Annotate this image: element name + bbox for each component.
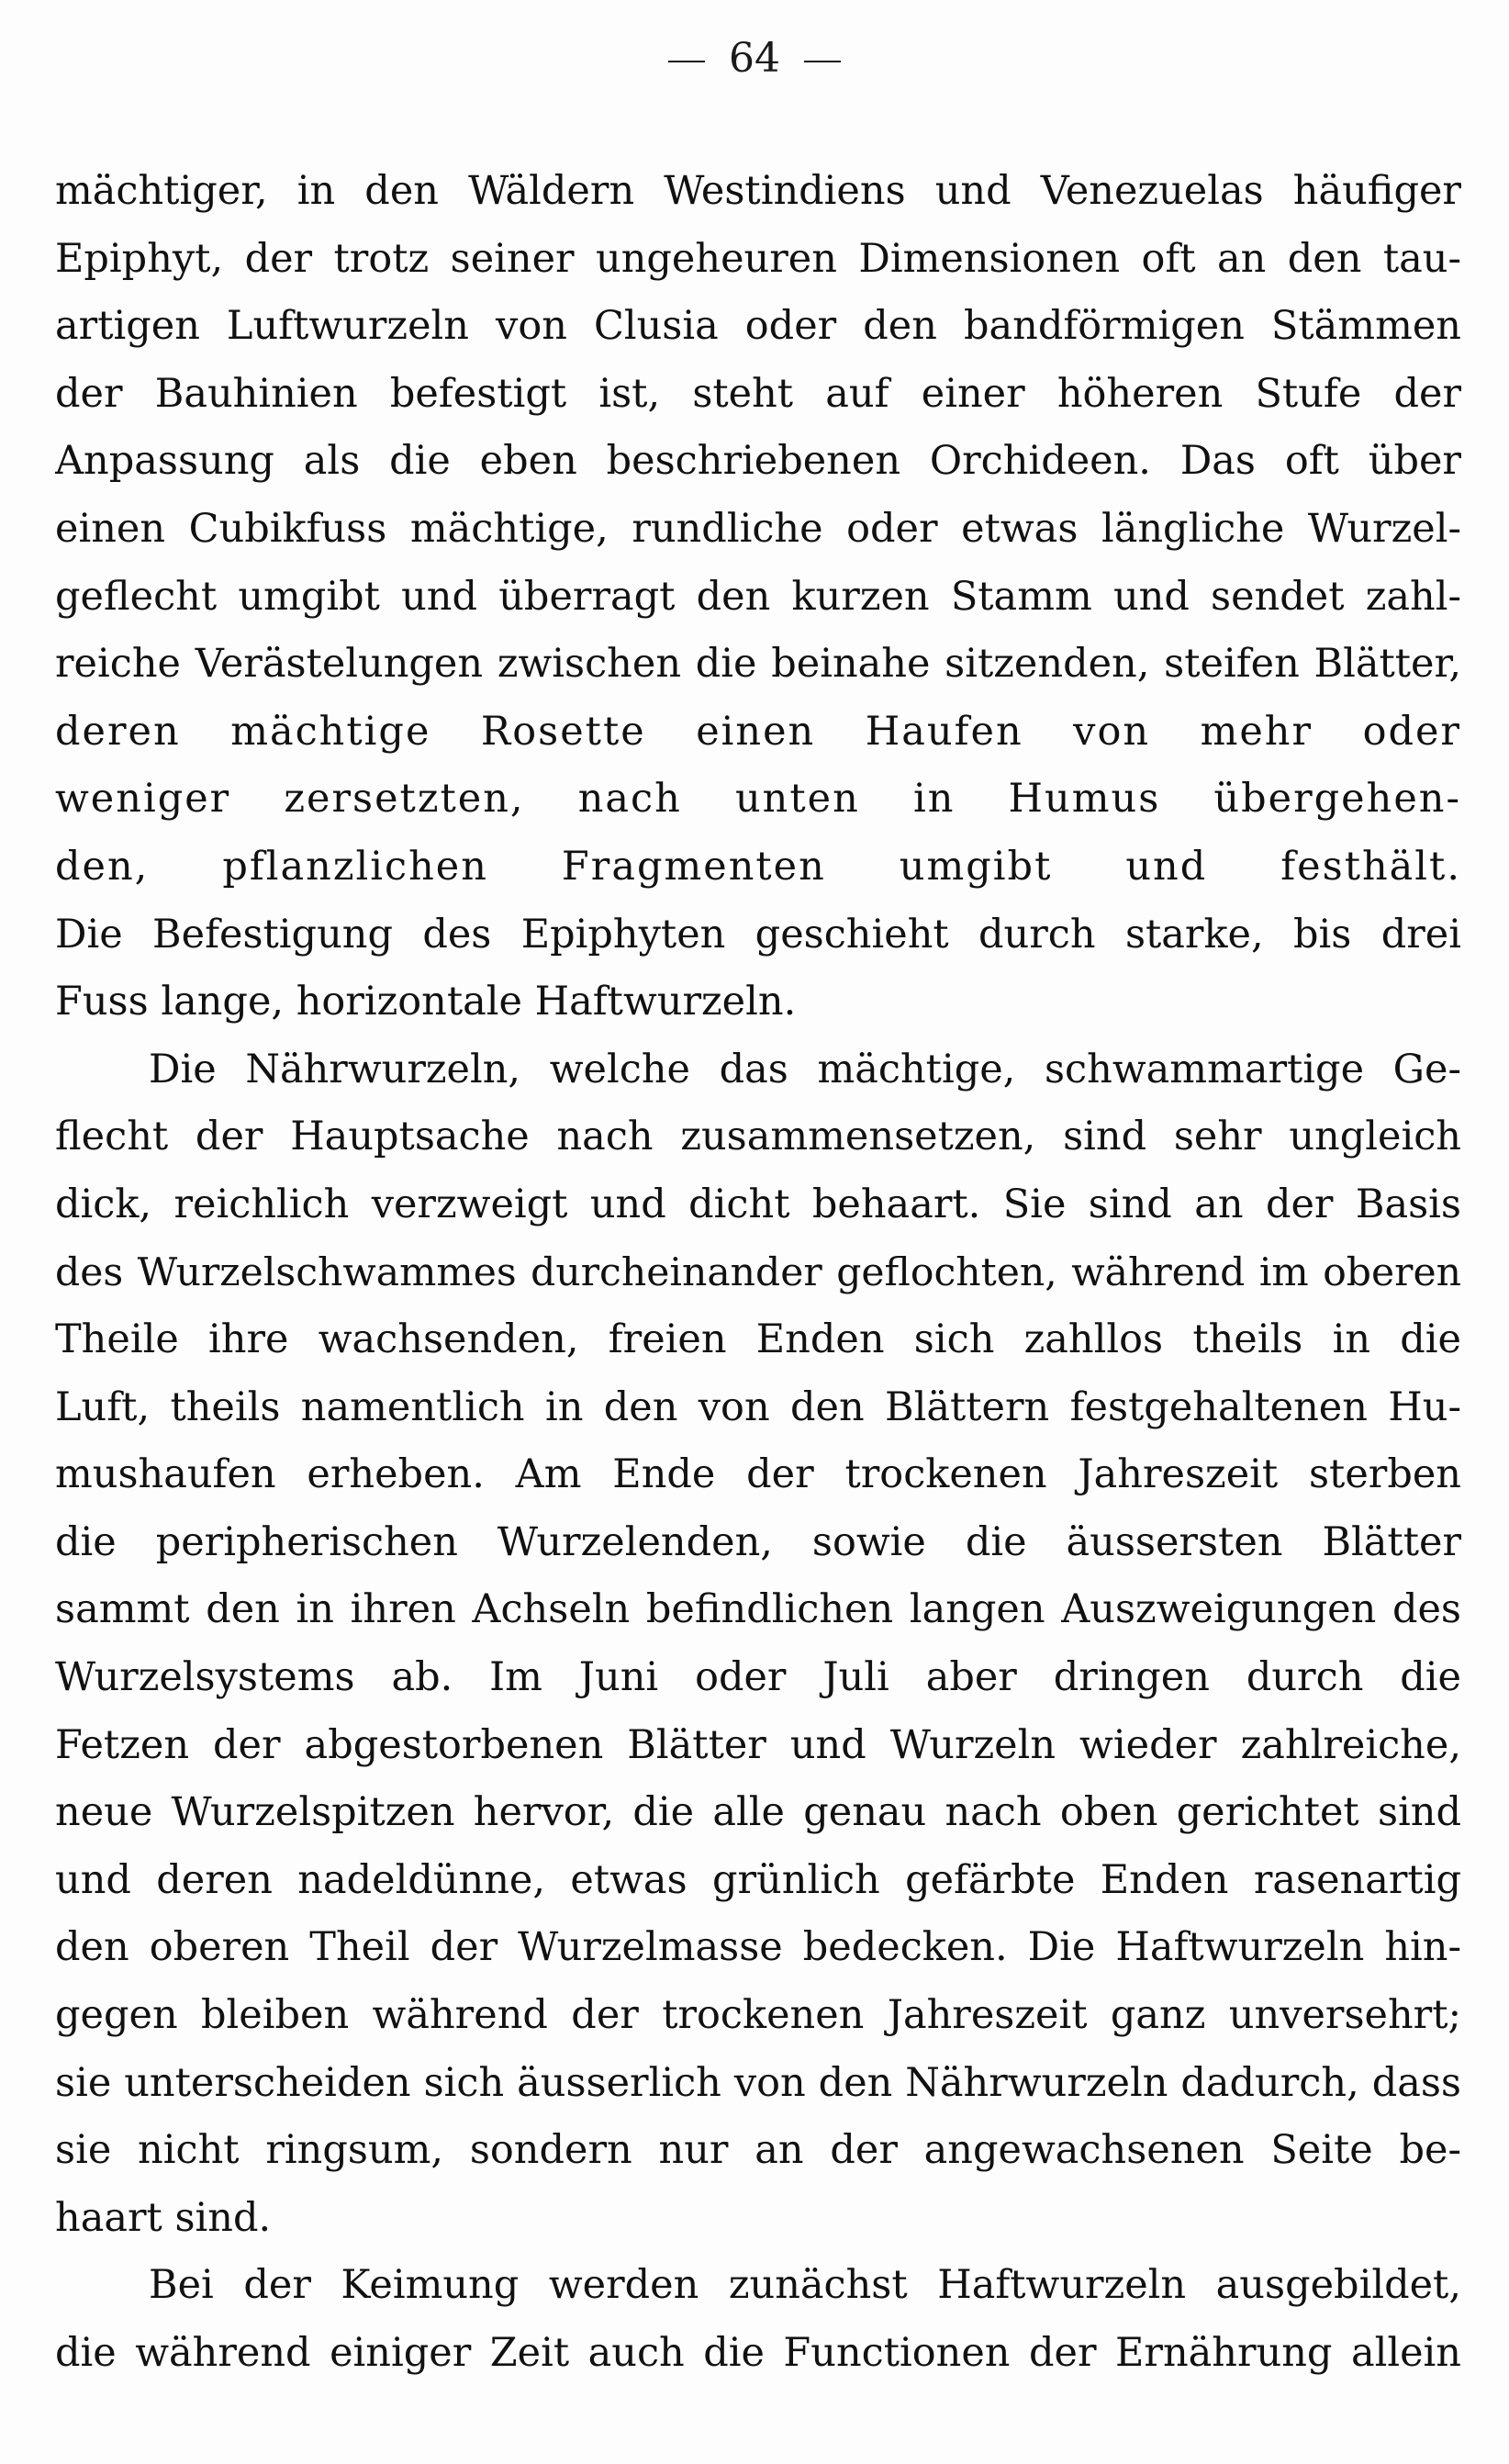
text-line: Luft, theils namentlich in den von den Blättern festgehaltenen Hu-	[55, 1383, 1461, 1430]
text-line: flecht der Hauptsache nach zusammensetzen, sind sehr ungleich	[55, 1114, 1461, 1160]
body-text	[55, 158, 1461, 2388]
paragraph-3	[55, 2252, 1461, 2387]
text-line: Epiphyt, der trotz seiner ungeheuren Dimensionen oft an den tau-	[55, 235, 1461, 282]
page-number: 64	[729, 35, 780, 82]
text-line: einen Cubikfuss mächtige, rundliche oder etwas längliche Wurzel-	[55, 505, 1461, 552]
text-line: mushaufen erheben. Am Ende der trockenen Jahreszeit sterben	[55, 1451, 1461, 1498]
text-line: und deren nadeldünne, etwas grünlich gefärbte Enden rasenartig	[55, 1856, 1461, 1903]
text-line: Fuss lange, horizontale Haftwurzeln.	[55, 979, 797, 1025]
text-line: Fetzen der abgestorbenen Blätter und Wurzeln wieder zahlreiche,	[55, 1721, 1461, 1768]
text-line: sie nicht ringsum, sondern nur an der angewachsenen Seite be-	[55, 2127, 1461, 2174]
text-line-spaced: den, pflanzlichen Fragmenten umgibt und festhält.	[55, 843, 1461, 890]
text-line: neue Wurzelspitzen hervor, die alle genau nach oben gerichtet sind	[55, 1789, 1461, 1836]
text-line: gegen bleiben während der trockenen Jahreszeit ganz unversehrt;	[55, 1992, 1461, 2039]
paragraph-1	[55, 158, 1461, 1036]
text-line: sie unterscheiden sich äusserlich von den Nährwurzeln dadurch, dass	[55, 2059, 1461, 2106]
header-dash-left	[668, 61, 705, 62]
text-line-spaced: deren mächtige Rosette einen Haufen von mehr oder	[55, 708, 1461, 755]
text-line: der Bauhinien befestigt ist, steht auf einer höheren Stufe der	[55, 370, 1461, 417]
text-line: Die Nährwurzeln, welche das mächtige, schwammartige Ge-	[149, 1046, 1461, 1092]
text-line: des Wurzelschwammes durcheinander geflochten, während im oberen	[55, 1249, 1461, 1295]
text-line: dick, reichlich verzweigt und dicht behaart. Sie sind an der Basis	[55, 1181, 1461, 1227]
paragraph-2	[55, 1036, 1461, 2253]
text-line: artigen Luftwurzeln von Clusia oder den bandförmigen Stämmen	[55, 303, 1461, 350]
text-line: Wurzelsystems ab. Im Juni oder Juli aber dringen durch die	[55, 1654, 1461, 1701]
text-line-spaced: weniger zersetzten, nach unten in Humus übergehen-	[55, 776, 1461, 823]
text-line: den oberen Theil der Wurzelmasse bedecken. Die Haftwurzeln hin-	[55, 1924, 1461, 1971]
text-line: haart sind.	[55, 2194, 272, 2241]
text-line: geflecht umgibt und überragt den kurzen Stamm und sendet zahl-	[55, 573, 1461, 620]
page-header	[0, 35, 1509, 82]
header-dash-right	[804, 61, 841, 62]
text-line: Bei der Keimung werden zunächst Haftwurzeln ausgebildet,	[149, 2262, 1461, 2309]
text-line: die peripherischen Wurzelenden, sowie die äussersten Blätter	[55, 1518, 1461, 1565]
text-line: sammt den in ihren Achseln befindlichen langen Auszweigungen des	[55, 1586, 1461, 1633]
text-line: mächtiger, in den Wäldern Westindiens und Venezuelas häufiger	[55, 168, 1461, 214]
text-line: Anpassung als die eben beschriebenen Orchideen. Das oft über	[55, 438, 1461, 485]
text-line: die während einiger Zeit auch die Functionen der Ernährung allein	[55, 2330, 1461, 2376]
text-line: reiche Verästelungen zwischen die beinahe sitzenden, steifen Blätter,	[55, 641, 1461, 688]
text-line: Theile ihre wachsenden, freien Enden sich zahllos theils in die	[55, 1316, 1461, 1363]
text-line: Die Befestigung des Epiphyten geschieht durch starke, bis drei	[55, 911, 1461, 958]
